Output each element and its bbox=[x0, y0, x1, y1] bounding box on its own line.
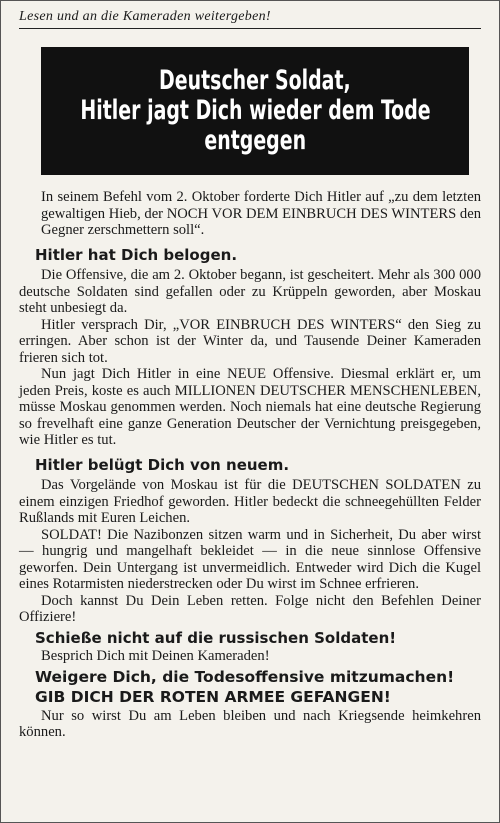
headline-line-2: Hitler jagt Dich wieder dem Tode bbox=[79, 94, 431, 126]
call-refuse-offensive: Weigere Dich, die Todesoffensive mitzumachen! bbox=[35, 667, 455, 686]
section1-paragraph-1: Die Offensive, die am 2. Oktober begann, ist gescheitert. Mehr als 300 000 deutsche Soldaten sind gefallen oder zu Krüppeln geworden, aber Moskau steht unbesiegt da. bbox=[19, 267, 481, 316]
call-surrender: GIB DICH DER ROTEN ARMEE GEFANGEN! bbox=[35, 688, 391, 706]
headline-line-1: Deutscher Soldat, bbox=[159, 64, 351, 96]
section2-paragraph-2: SOLDAT! Die Nazibonzen sitzen warm und in Sicherheit, Du aber wirst — hungrig und mangelhaft bekleidet — in die neue sinnlose Offensive geworfen. Dein Untergang ist unvermeidlich. Entweder wird Dich die Kugel eines Rotarmisten niederstrecken oder Du wirst im Schnee erfrieren. bbox=[19, 526, 481, 592]
headline-line-3: entgegen bbox=[204, 125, 306, 157]
section1-paragraph-2: Hitler versprach Dir, „VOR EINBRUCH DES WINTERS“ den Sieg zu erringen. Aber schon ist der Winter da, und Tausende Deiner Kameraden frieren sich tot. bbox=[19, 316, 481, 366]
closing-paragraph: Nur so wirst Du am Leben bleiben und nach Kriegsende heimkehren können. bbox=[19, 707, 481, 740]
call-dont-shoot: Schieße nicht auf die russischen Soldaten! bbox=[35, 628, 397, 647]
headline-box bbox=[41, 47, 469, 175]
tagline: Lesen und an die Kameraden weitergeben! bbox=[19, 9, 481, 29]
section1-heading: Hitler hat Dich belogen. bbox=[35, 245, 238, 264]
call-talk-to-comrades: Besprich Dich mit Deinen Kameraden! bbox=[41, 648, 270, 664]
intro-paragraph: In seinem Befehl vom 2. Oktober forderte Dich Hitler auf „zu dem letzten gewaltigen Hieb, der NOCH VOR DEM EINBRUCH DES WINTERS den Gegner zerschmettern soll“. bbox=[41, 189, 481, 238]
leaflet-body bbox=[19, 189, 481, 741]
section2-paragraph-3: Doch kannst Du Dein Leben retten. Folge nicht den Befehlen Deiner Offiziere! bbox=[19, 592, 481, 625]
section2-heading: Hitler belügt Dich von neuem. bbox=[35, 455, 290, 474]
section2-paragraph-1: Das Vorgelände von Moskau ist für die DEUTSCHEN SOLDATEN zu einem einzigen Friedhof geworden. Hitler bedeckt die schneegehüllten Felder Rußlands mit Euren Leichen. bbox=[19, 477, 481, 526]
section1-paragraph-3: Nun jagt Dich Hitler in eine NEUE Offensive. Diesmal erklärt er, um jeden Preis, koste es auch MILLIONEN DEUTSCHER MENSCHENLEBEN, müsse Moskau genommen werden. Noch niemals hat eine deutsche Regierung so frevelhaft eine ganze Generation Deutscher der Vernichtung preisgegeben, wie Hitler es tut. bbox=[19, 366, 481, 448]
